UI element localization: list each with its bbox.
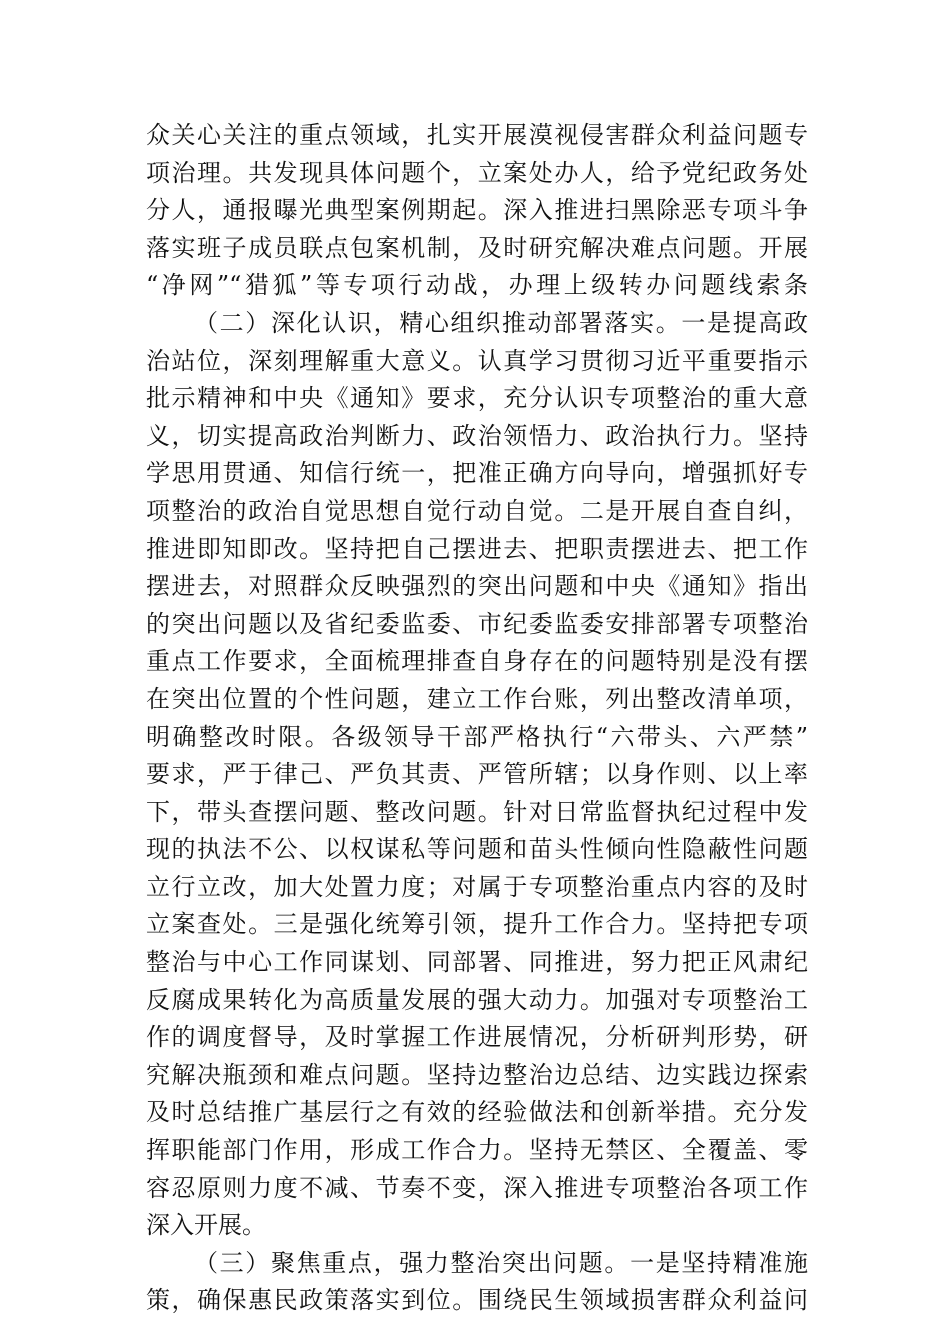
text-line: 立行立改，加大处置力度；对属于专项整治重点内容的及时 bbox=[146, 872, 808, 901]
paragraph-p2 bbox=[146, 305, 808, 1245]
paragraph-p1 bbox=[146, 117, 808, 305]
text-line: 重点工作要求，全面梳理排查自身存在的问题特别是没有摆 bbox=[146, 647, 808, 676]
text-line: 容忍原则力度不减、节奏不变，深入推进专项整治各项工作 bbox=[146, 1173, 808, 1202]
text-line: 项整治的政治自觉思想自觉行动自觉。二是开展自查自纠， bbox=[146, 496, 808, 525]
text-line: 学思用贯通、知信行统一，把准正确方向导向，增强抓好专 bbox=[146, 459, 808, 488]
text-line: 立案查处。三是强化统筹引领，提升工作合力。坚持把专项 bbox=[146, 910, 808, 939]
text-line: 究解决瓶颈和难点问题。坚持边整治边总结、边实践边探索 bbox=[146, 1060, 808, 1089]
text-line: 明确整改时限。各级领导干部严格执行“六带头、六严禁” bbox=[146, 722, 808, 751]
text-line: 要求，严于律己、严负其责、严管所辖；以身作则、以上率 bbox=[146, 760, 808, 789]
text-line: 整治与中心工作同谋划、同部署、同推进，努力把正风肃纪 bbox=[146, 948, 808, 977]
text-line: “净网”“猎狐”等专项行动战，办理上级转办问题线索条 bbox=[146, 271, 808, 300]
document-body bbox=[146, 117, 808, 1320]
text-line: 及时总结推广基层行之有效的经验做法和创新举措。充分发 bbox=[146, 1098, 808, 1127]
text-line: 义，切实提高政治判断力、政治领悟力、政治执行力。坚持 bbox=[146, 421, 808, 450]
text-line: 治站位，深刻理解重大意义。认真学习贯彻习近平重要指示 bbox=[146, 346, 808, 375]
text-line: 落实班子成员联点包案机制，及时研究解决难点问题。开展 bbox=[146, 233, 808, 262]
text-line: （三）聚焦重点，强力整治突出问题。一是坚持精准施 bbox=[194, 1248, 808, 1277]
paragraph-p3 bbox=[146, 1245, 808, 1320]
text-line: 作的调度督导，及时掌握工作进展情况，分析研判形势，研 bbox=[146, 1023, 808, 1052]
text-line: 推进即知即改。坚持把自己摆进去、把职责摆进去、把工作 bbox=[146, 534, 808, 563]
text-line: 挥职能部门作用，形成工作合力。坚持无禁区、全覆盖、零 bbox=[146, 1136, 808, 1165]
text-line: 众关心关注的重点领域，扎实开展漠视侵害群众利益问题专 bbox=[146, 121, 808, 149]
text-line: 的突出问题以及省纪委监委、市纪委监委安排部署专项整治 bbox=[146, 609, 808, 638]
text-line: 分人，通报曝光典型案例期起。深入推进扫黑除恶专项斗争 bbox=[146, 196, 808, 225]
text-line: 下，带头查摆问题、整改问题。针对日常监督执纪过程中发 bbox=[146, 797, 808, 826]
text-line: 批示精神和中央《通知》要求，充分认识专项整治的重大意 bbox=[146, 384, 808, 413]
text-line: 摆进去，对照群众反映强烈的突出问题和中央《通知》指出 bbox=[146, 572, 808, 601]
text-line: 在突出位置的个性问题，建立工作台账，列出整改清单项， bbox=[146, 684, 808, 713]
text-line: 项治理。共发现具体问题个，立案处办人，给予党纪政务处 bbox=[146, 158, 808, 187]
text-line: 策，确保惠民政策落实到位。围绕民生领域损害群众利益问 bbox=[146, 1286, 808, 1315]
text-line: 反腐成果转化为高质量发展的强大动力。加强对专项整治工 bbox=[146, 985, 808, 1014]
text-line: （二）深化认识，精心组织推动部署落实。一是提高政 bbox=[194, 308, 808, 337]
text-line: 现的执法不公、以权谋私等问题和苗头性倾向性隐蔽性问题 bbox=[146, 835, 808, 864]
text-line: 深入开展。 bbox=[146, 1211, 266, 1240]
